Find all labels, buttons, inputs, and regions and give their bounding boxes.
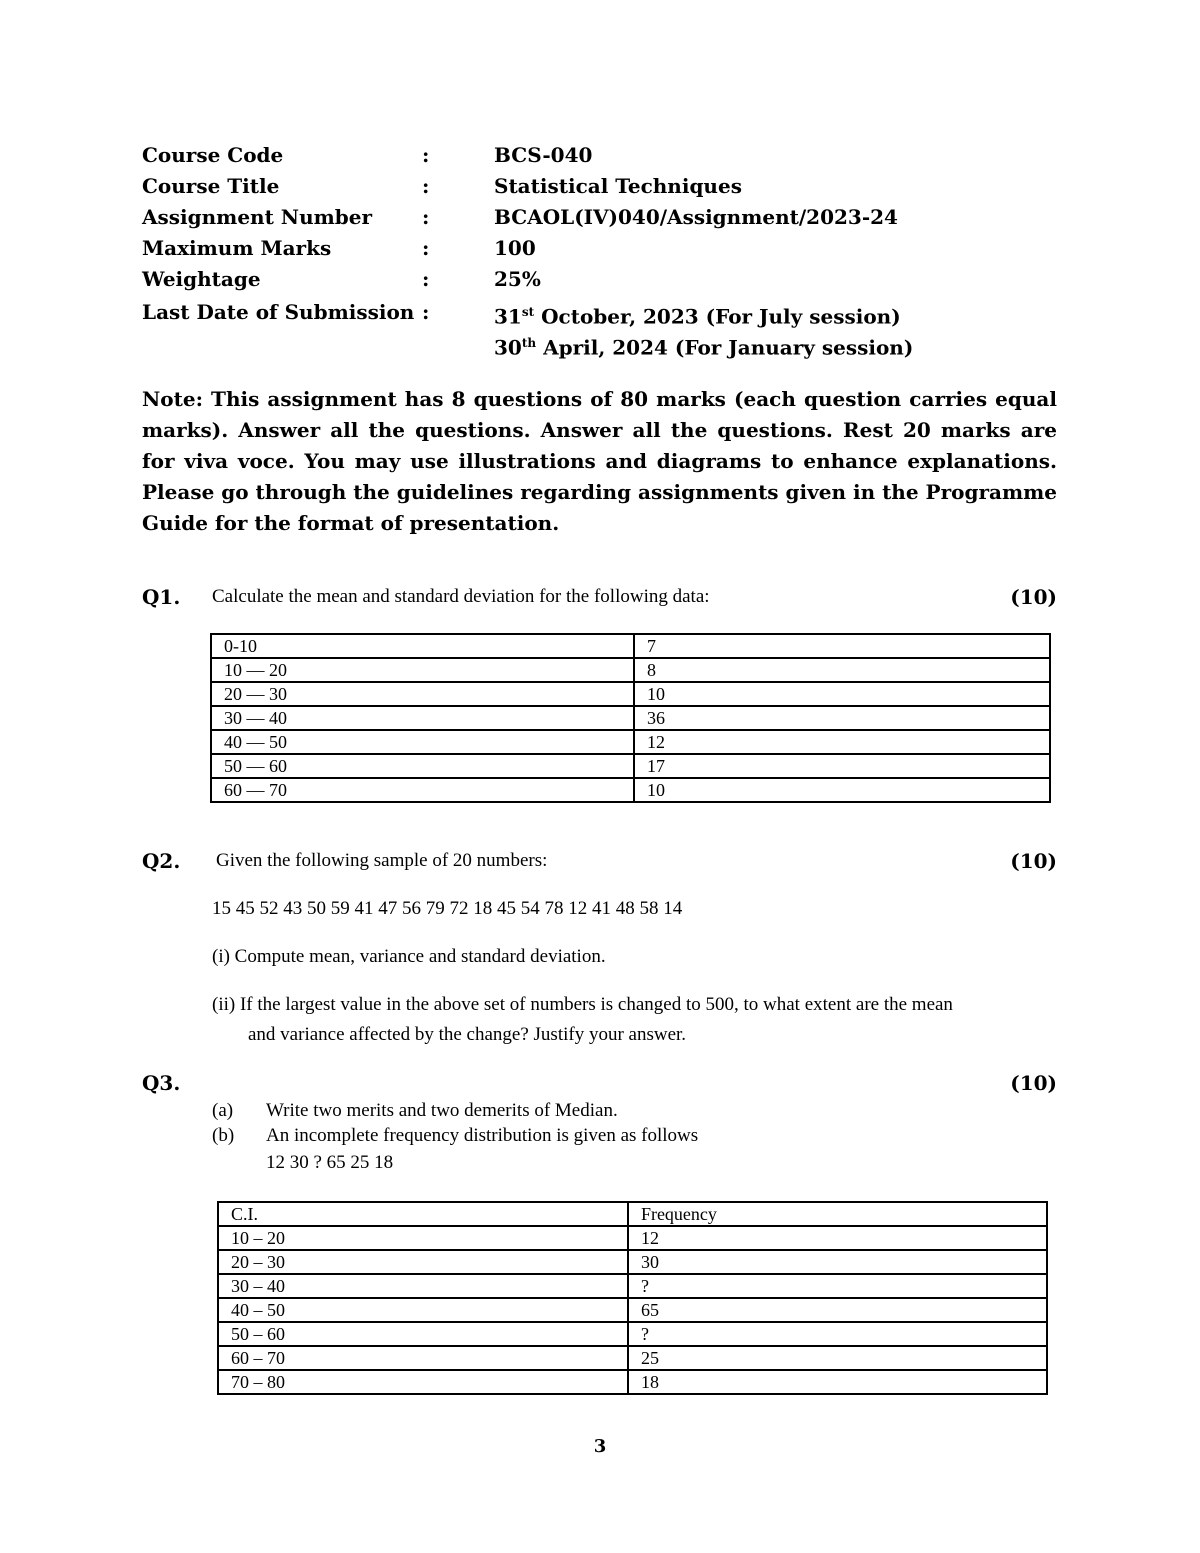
header-label: Course Code	[142, 143, 284, 167]
table-cell-frequency: 18	[628, 1370, 1047, 1394]
q1-marks: (10)	[1010, 585, 1057, 609]
q2-marks: (10)	[1010, 849, 1057, 873]
table-cell-frequency: ?	[628, 1322, 1047, 1346]
header-label: Maximum Marks	[142, 236, 332, 260]
q3-number: Q3.	[142, 1071, 181, 1095]
table-cell-frequency: 17	[634, 754, 1050, 778]
table-cell-class: C.I.	[218, 1202, 628, 1226]
table-cell-frequency: 36	[634, 706, 1050, 730]
header-label: Course Title	[142, 174, 280, 198]
q3-b-text: An incomplete frequency distribution is given as follows	[266, 1125, 699, 1146]
table-row	[211, 730, 1050, 754]
table-cell-frequency: 12	[628, 1226, 1047, 1250]
header-colon: :	[422, 236, 430, 260]
q1-data-table	[210, 633, 1051, 803]
table-row	[211, 706, 1050, 730]
header-value: BCAOL(IV)040/Assignment/2023-24	[494, 205, 898, 229]
table-cell-frequency: 10	[634, 778, 1050, 802]
q1-text: Calculate the mean and standard deviation for the following data:	[212, 586, 710, 607]
header-value: BCS-040	[494, 143, 593, 167]
table-row	[211, 634, 1050, 658]
header-value: Statistical Techniques	[494, 174, 742, 198]
header-label: Assignment Number	[142, 205, 373, 229]
table-cell-frequency: 7	[634, 634, 1050, 658]
table-cell-class: 60 — 70	[211, 778, 634, 802]
table-row	[218, 1370, 1047, 1394]
table-cell-class: 30 — 40	[211, 706, 634, 730]
table-row	[218, 1322, 1047, 1346]
table-cell-class: 20 – 30	[218, 1250, 628, 1274]
table-row	[218, 1274, 1047, 1298]
table-cell-class: 40 — 50	[211, 730, 634, 754]
q2-numbers: 15 45 52 43 50 59 41 47 56 79 72 18 45 54 78 12 41 48 58 14	[212, 898, 683, 919]
assignment-note: Note: This assignment has 8 questions of 80 marks (each question carries equal marks). Answer all the questions. Answer all the questions. Rest 20 marks are for viva voce. You may use illustrations and diagrams to enhance explanations. Please go through the guidelines regarding assignments given in the Programme Guide for the format of presentation.	[142, 387, 1057, 535]
table-cell-frequency: Frequency	[628, 1202, 1047, 1226]
header-value: 31st October, 2023 (For July session)	[494, 304, 901, 329]
table-cell-frequency: 8	[634, 658, 1050, 682]
header-colon: :	[422, 174, 430, 198]
table-row	[211, 658, 1050, 682]
q3-a-label: (a)	[212, 1100, 234, 1121]
table-cell-frequency: ?	[628, 1274, 1047, 1298]
table-row	[218, 1298, 1047, 1322]
table-cell-class: 10 — 20	[211, 658, 634, 682]
table-row	[218, 1226, 1047, 1250]
q2-text: Given the following sample of 20 numbers:	[216, 850, 548, 871]
table-cell-class: 30 – 40	[218, 1274, 628, 1298]
table-row	[211, 682, 1050, 706]
header-colon: :	[422, 205, 430, 229]
table-cell-class: 50 — 60	[211, 754, 634, 778]
table-cell-class: 40 – 50	[218, 1298, 628, 1322]
table-row	[218, 1202, 1047, 1226]
header-label: Weightage	[142, 267, 261, 291]
header-value: 25%	[494, 267, 541, 291]
header-colon: :	[422, 143, 430, 167]
header-label: Last Date of Submission	[142, 300, 415, 324]
q3-frequency-table	[217, 1201, 1048, 1395]
table-row	[218, 1250, 1047, 1274]
table-cell-class: 0-10	[211, 634, 634, 658]
table-cell-class: 70 – 80	[218, 1370, 628, 1394]
table-cell-class: 10 – 20	[218, 1226, 628, 1250]
header-value: 100	[494, 236, 536, 260]
table-cell-class: 50 – 60	[218, 1322, 628, 1346]
q3-b-label: (b)	[212, 1125, 235, 1146]
q3-a-text: Write two merits and two demerits of Median.	[266, 1100, 618, 1121]
table-cell-frequency: 30	[628, 1250, 1047, 1274]
table-row	[211, 778, 1050, 802]
q1-number: Q1.	[142, 585, 181, 609]
header-colon: :	[422, 300, 430, 324]
q2-part-i: (i) Compute mean, variance and standard deviation.	[212, 946, 606, 967]
table-cell-frequency: 65	[628, 1298, 1047, 1322]
q3-marks: (10)	[1010, 1071, 1057, 1095]
table-cell-class: 60 – 70	[218, 1346, 628, 1370]
q2-part-ii-line2: and variance affected by the change? Justify your answer.	[248, 1024, 687, 1045]
table-cell-frequency: 12	[634, 730, 1050, 754]
table-cell-class: 20 — 30	[211, 682, 634, 706]
q3-b-values: 12 30 ? 65 25 18	[266, 1152, 394, 1173]
table-row	[211, 754, 1050, 778]
table-cell-frequency: 25	[628, 1346, 1047, 1370]
q2-number: Q2.	[142, 849, 181, 873]
header-colon: :	[422, 267, 430, 291]
page-number: 3	[593, 1436, 607, 1457]
table-cell-frequency: 10	[634, 682, 1050, 706]
q2-part-ii-line1: (ii) If the largest value in the above set of numbers is changed to 500, to what extent are the mean	[212, 994, 953, 1015]
table-row	[218, 1346, 1047, 1370]
header-value: 30th April, 2024 (For January session)	[494, 335, 914, 360]
